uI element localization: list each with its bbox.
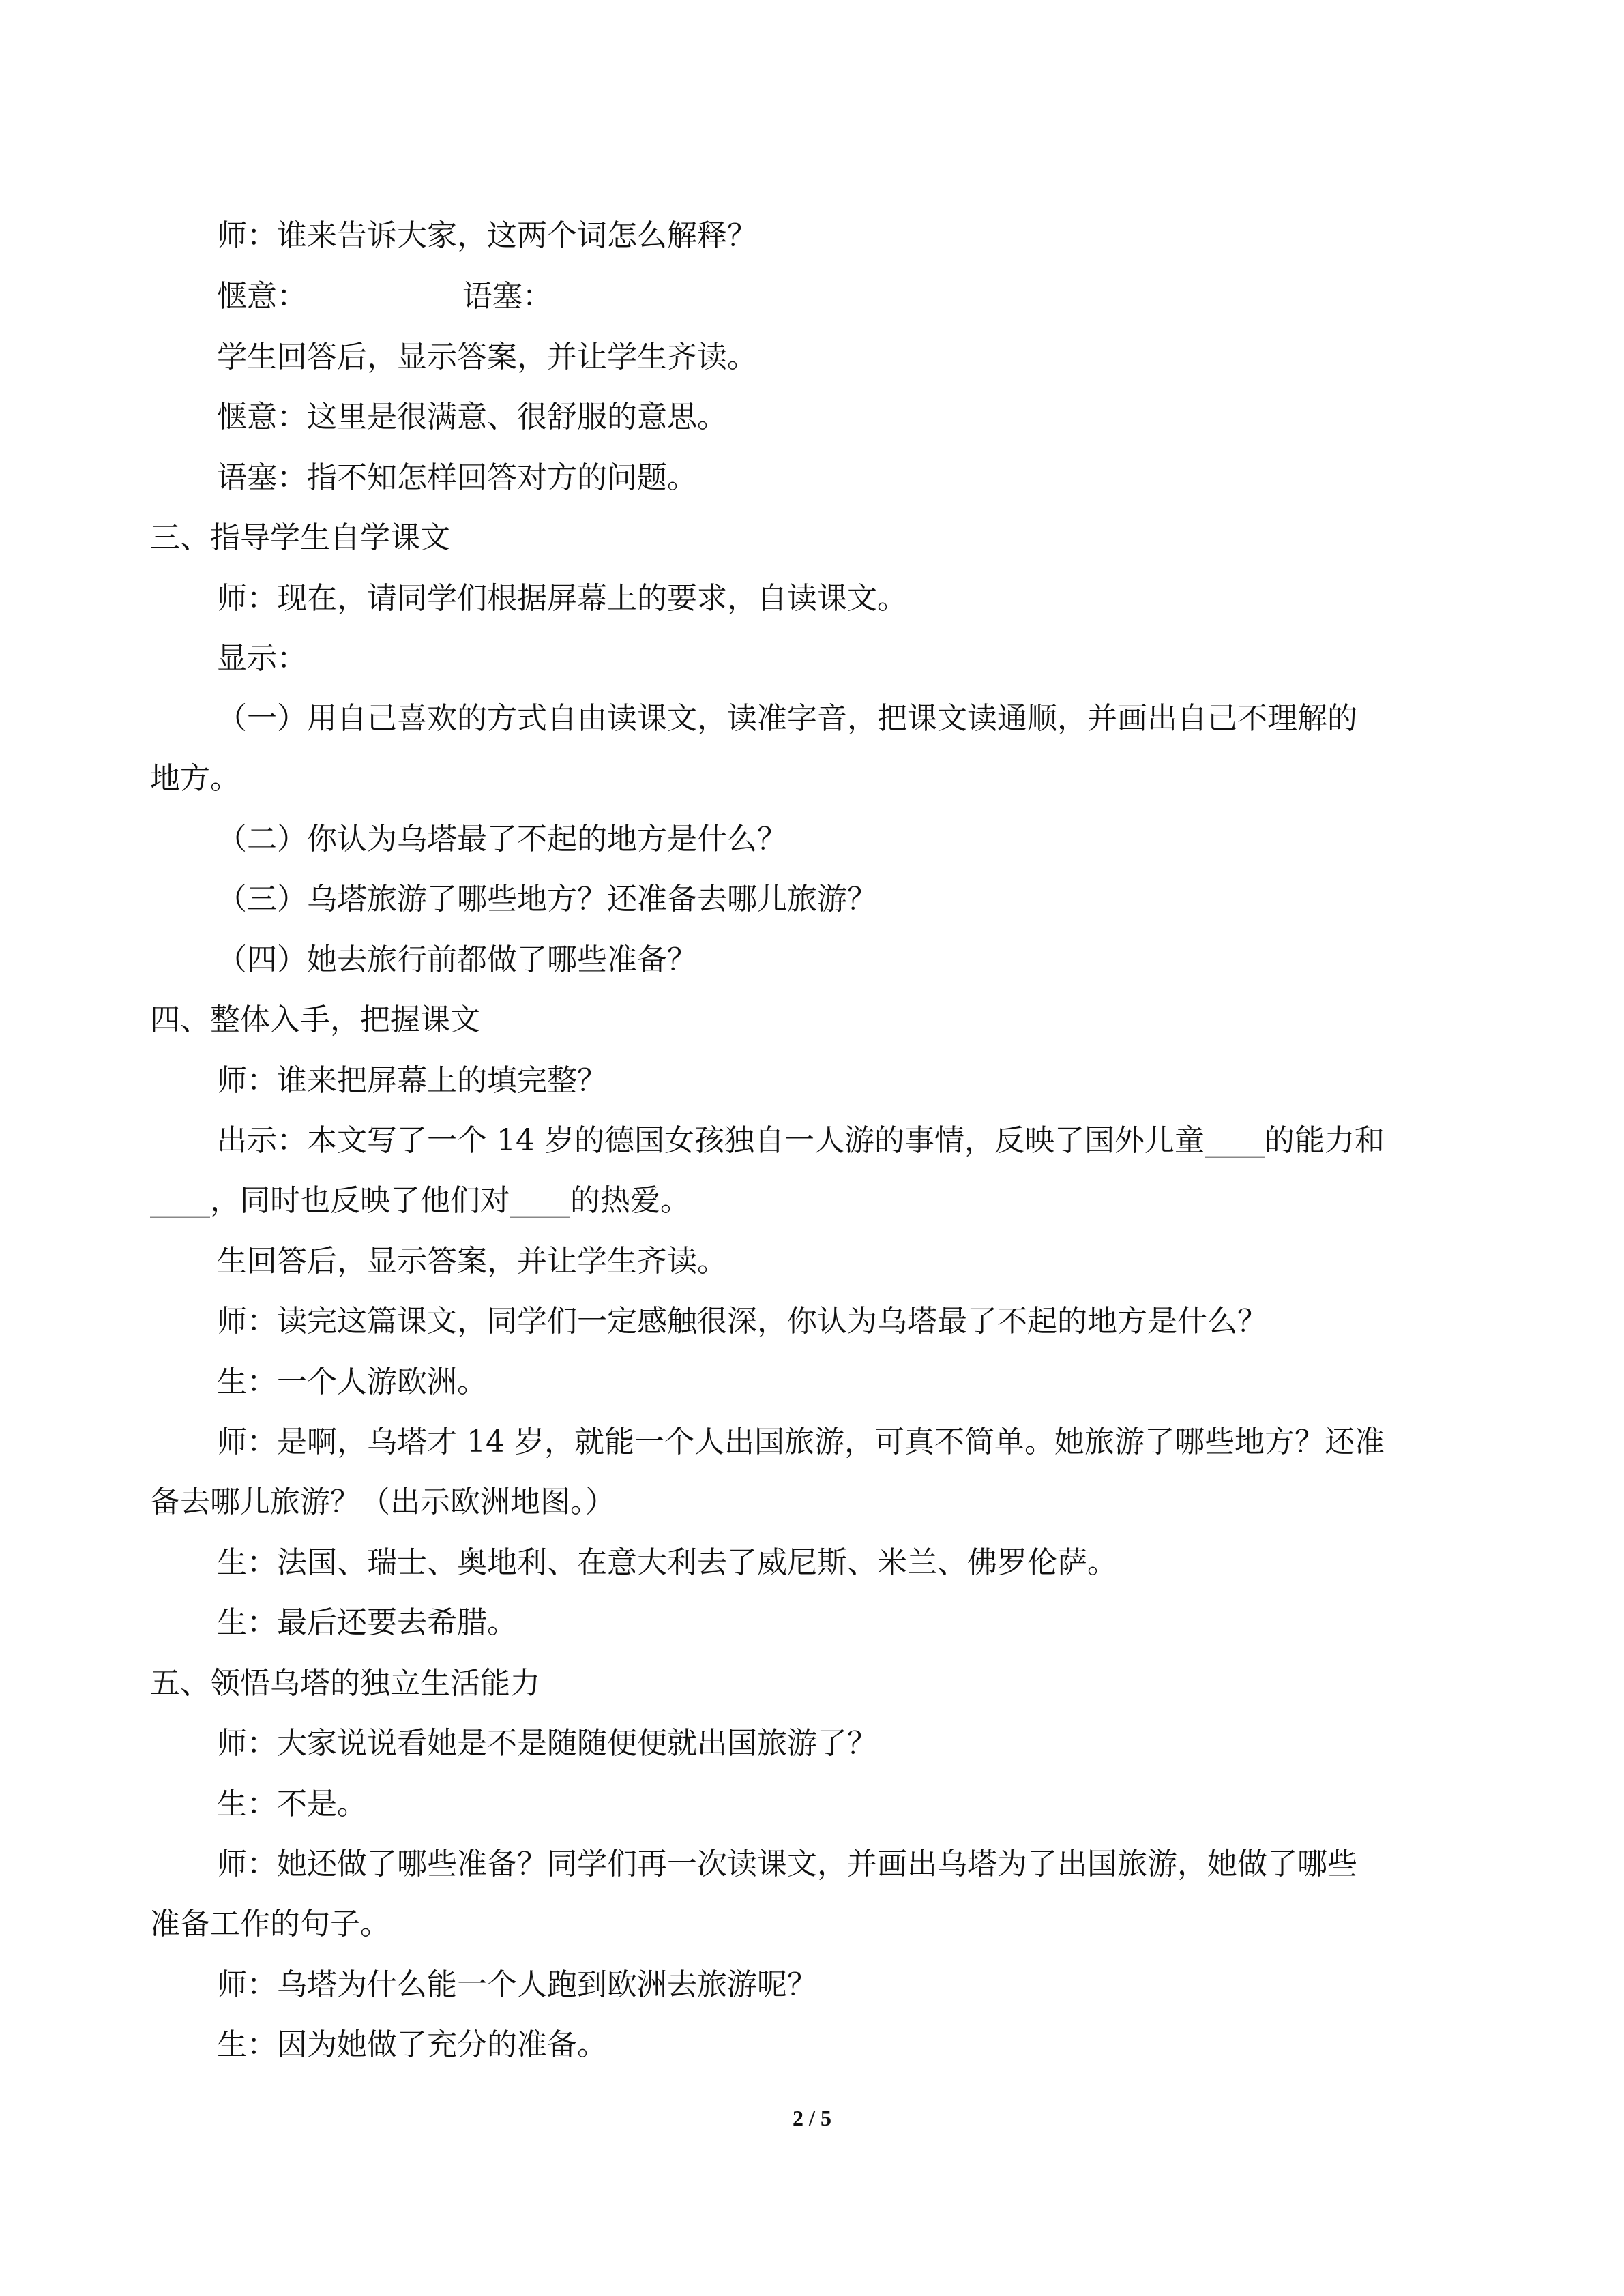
text-line: 生：一个人游欧洲。: [217, 1365, 487, 1399]
text-line: 显示：: [217, 641, 307, 676]
section-heading: 四、整体入手，把握课文: [150, 1002, 480, 1037]
text-line: 准备工作的句子。: [150, 1907, 390, 1941]
term-qieyi-label: 惬意：: [217, 279, 307, 314]
section-heading: 三、指导学生自学课文: [150, 520, 450, 555]
text-line: 语塞：指不知怎样回答对方的问题。: [217, 460, 697, 495]
text-line: 生回答后，显示答案，并让学生齐读。: [217, 1244, 727, 1279]
text-line: 师：谁来告诉大家，这两个词怎么解释？: [217, 218, 757, 253]
text-line: 师：乌塔为什么能一个人跑到欧洲去旅游呢？: [217, 1967, 817, 2002]
text-line: 备去哪儿旅游？（出示欧洲地图。）: [150, 1485, 615, 1519]
text-line: 生：不是。: [217, 1787, 367, 1821]
text-line: 生：因为她做了充分的准备。: [217, 2027, 607, 2062]
text-line: 生：最后还要去希腊。: [217, 1605, 517, 1640]
text-line: 出示：本文写了一个 14 岁的德国女孩独自一人游的事情，反映了国外儿童____的能力和: [217, 1123, 1385, 1158]
text-line: 惬意：这里是很满意、很舒服的意思。: [217, 400, 727, 434]
text-line: 学生回答后，显示答案，并让学生齐读。: [217, 340, 757, 374]
text-line: 师：读完这篇课文，同学们一定感触很深，你认为乌塔最了不起的地方是什么？: [217, 1304, 1267, 1339]
list-item: （一）用自己喜欢的方式自由读课文，读准字音，把课文读通顺，并画出自己不理解的: [217, 701, 1357, 736]
list-item: （二）你认为乌塔最了不起的地方是什么？: [217, 822, 787, 856]
text-line: 师：她还做了哪些准备？同学们再一次读课文，并画出乌塔为了出国旅游，她做了哪些: [217, 1847, 1357, 1881]
list-item: （四）她去旅行前都做了哪些准备？: [217, 942, 697, 977]
text-line: 地方。: [150, 761, 240, 796]
text-line: ____，同时也反映了他们对____的热爱。: [150, 1183, 690, 1218]
term-yuse-label: 语塞：: [462, 279, 552, 314]
text-line: 师：现在，请同学们根据屏幕上的要求，自读课文。: [217, 581, 907, 616]
text-line: 师：谁来把屏幕上的填完整？: [217, 1063, 607, 1098]
text-line: 师：大家说说看她是不是随随便便就出国旅游了？: [217, 1726, 877, 1761]
text-line: 师：是啊，乌塔才 14 岁，就能一个人出国旅游，可真不简单。她旅游了哪些地方？还准: [217, 1425, 1385, 1459]
list-item: （三）乌塔旅游了哪些地方？还准备去哪儿旅游？: [217, 882, 877, 916]
text-line: 生：法国、瑞士、奥地利、在意大利去了威尼斯、米兰、佛罗伦萨。: [217, 1545, 1117, 1580]
section-heading: 五、领悟乌塔的独立生活能力: [150, 1666, 540, 1701]
page-number: 2 / 5: [793, 2106, 831, 2130]
